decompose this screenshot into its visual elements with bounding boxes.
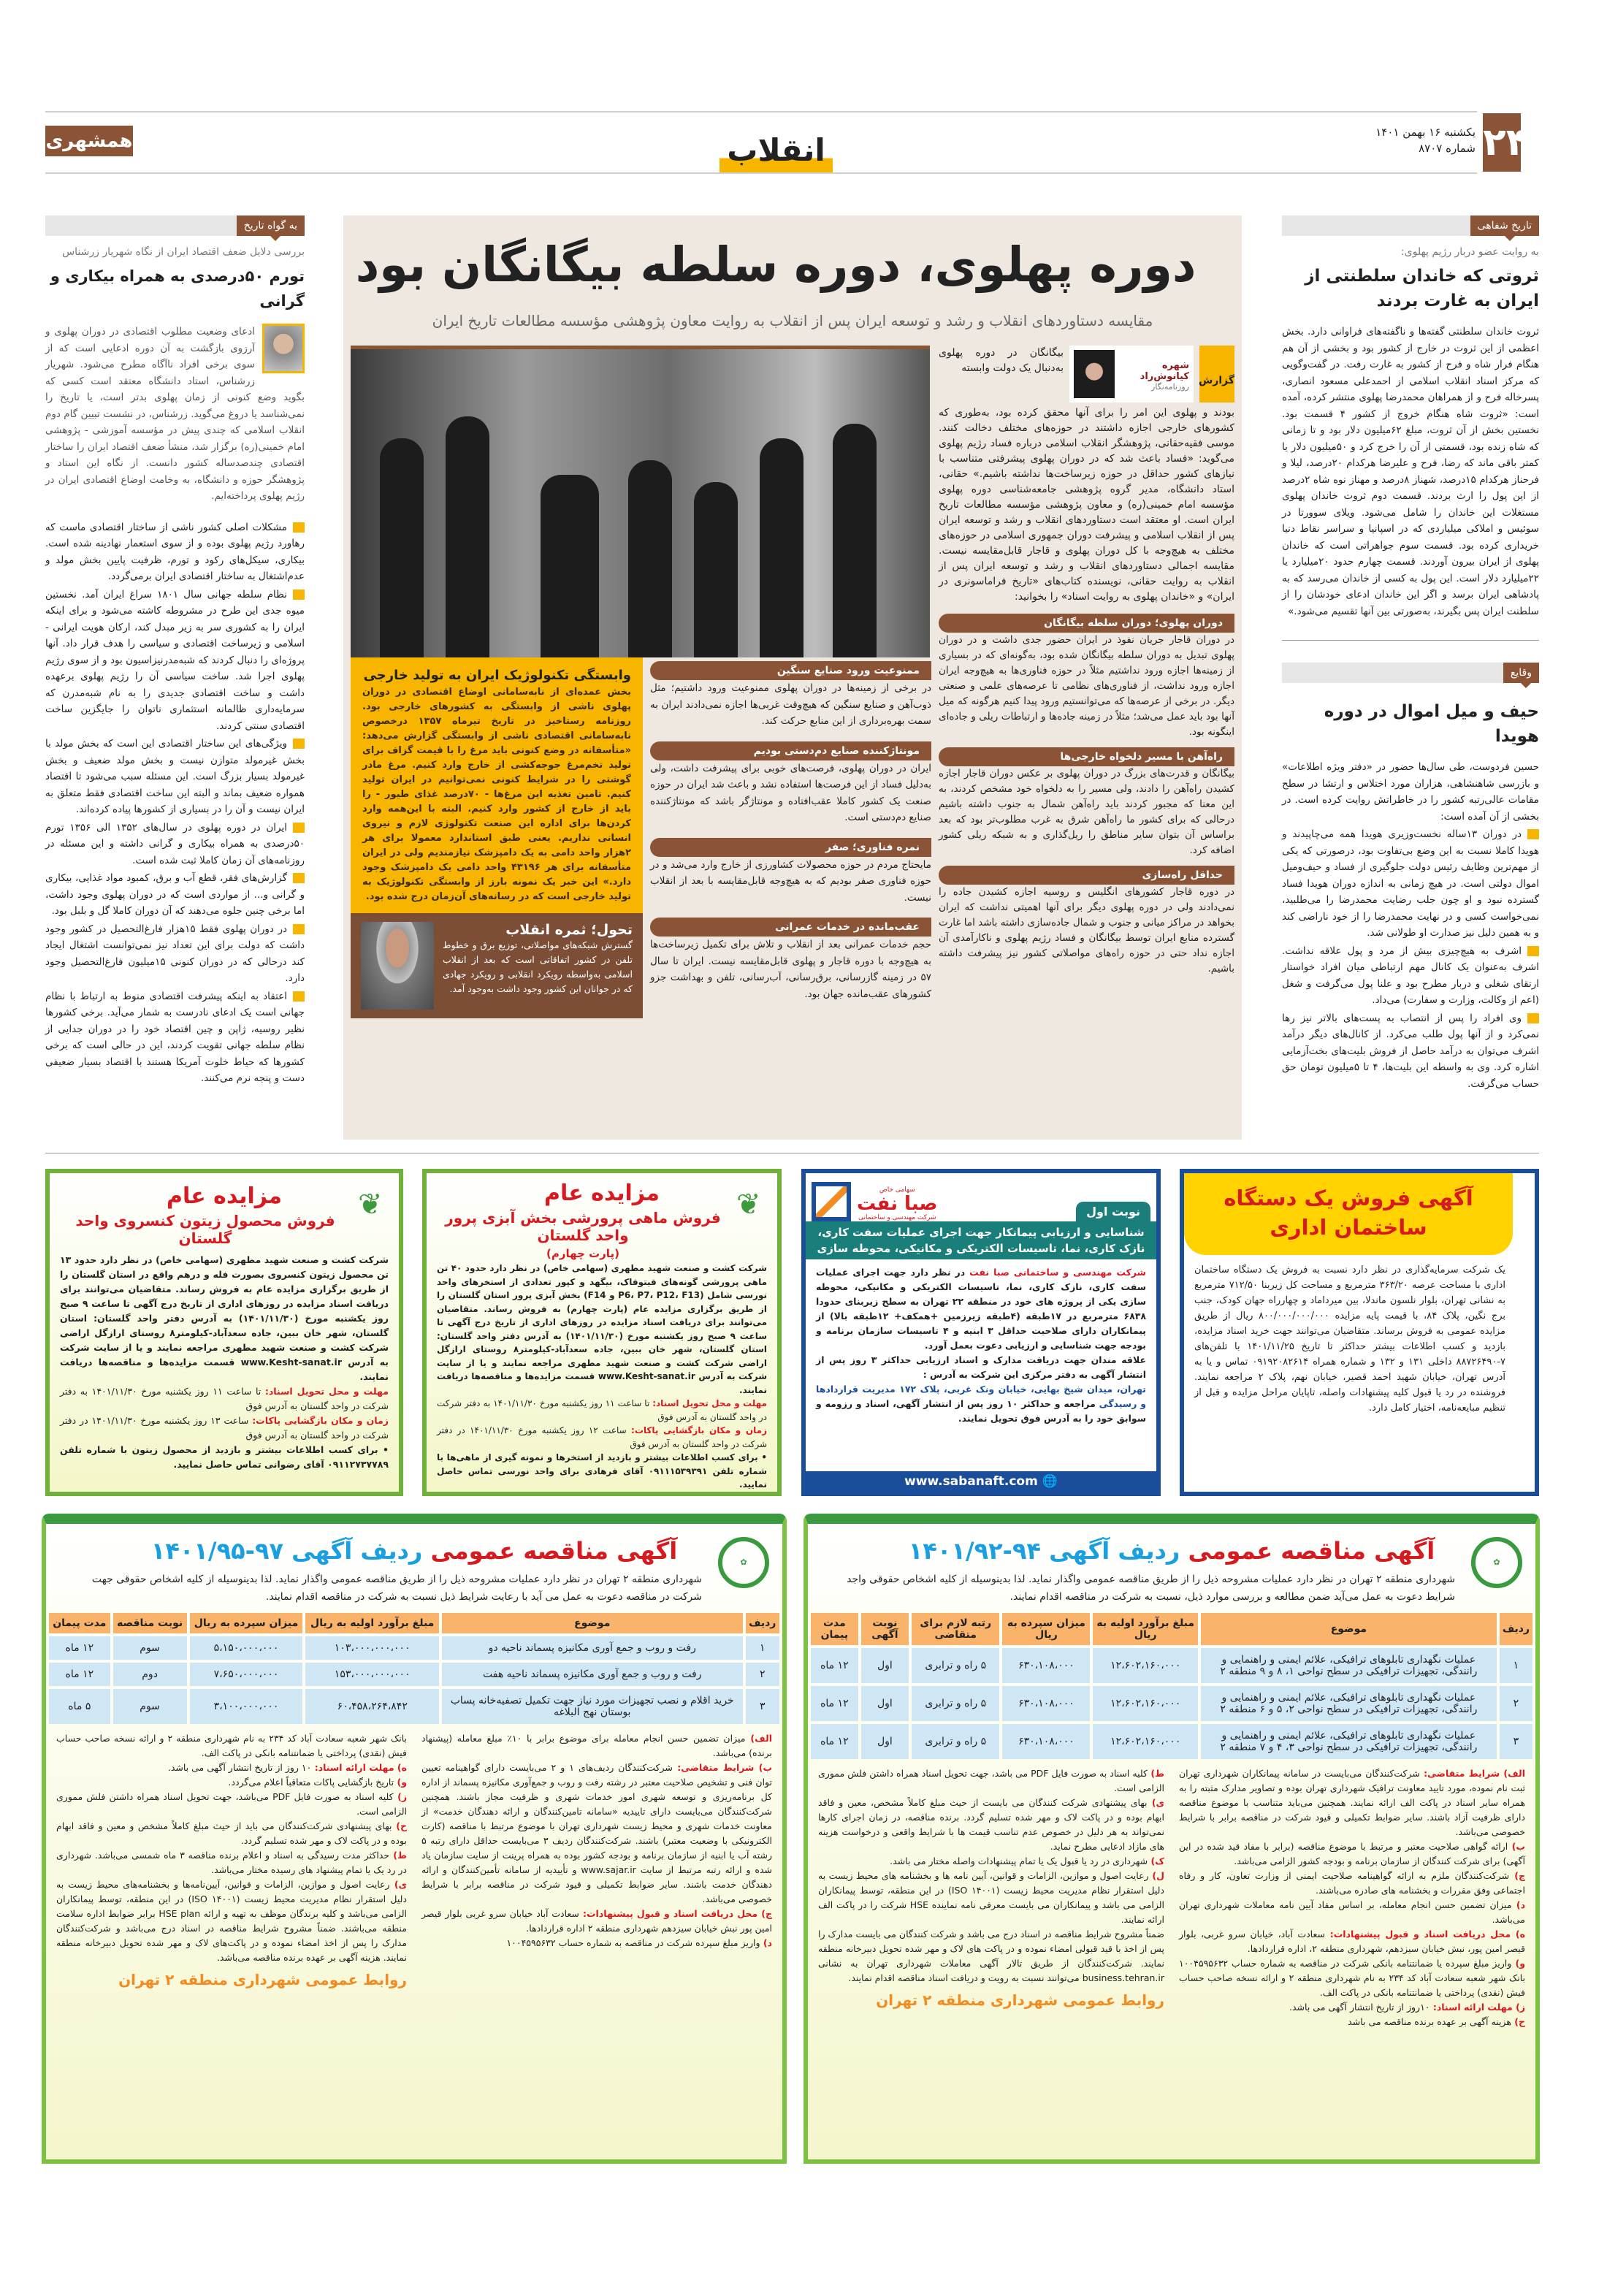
- condition-text: کلیه اسناد به صورت فایل PDF می‌باشد، جهت تحویل اسناد همراه داشتن فلش مموری الزامی است.: [56, 1791, 407, 1817]
- tender-condition: [818, 1796, 1164, 1854]
- table-row: [811, 1648, 1532, 1683]
- right-column: [1282, 216, 1539, 1092]
- bullet-marker-icon: [1527, 946, 1539, 956]
- value: تا ساعت ۱۱ روز یکشنبه مورخ ۱۴۰۱/۱۱/۳۰ به دفتر شرکت در واحد گلستان به آدرس فوق: [60, 1386, 389, 1411]
- bullet-text: ویژگی‌های این ساختار اقتصادی این است که بخش مولد با بخش غیرمولد متوازن نیست و بخش مولد ضعیف و بخش غیرمولد بسیار بزرگ است. این مسئله سبب می‌شود تا اقتصاد همواره ضعیف بماند و البته این ساخت اقتصادی فقط متعلق به ایران نیست و آن را در بسیاری از کشورها پیاده کرده‌اند.: [45, 738, 305, 815]
- condition-text: شرکت‌کنندگان ردیف‌های ۱ و ۲ می‌بایست دارای گواهینامه تعیین توان فنی و تشخیص صلاحیت معتبر در رشته رفت و روب و جمع‌آوری مکانیزه پسماند از اداره کل برنامه‌ریزی و توسعه شهری امور خدمات شهری و ظرفیت مجاز باشند. همچنین شرکت‌کنندگان می‌بایست دارای تاییدیه «سامانه تامین‌کنندگان و ارائه دهندگان خدمت» از معاونت خدمات شهری و محیط زیست شهرداری تهران با موضوع مرتبط با مناقصه (کارت الکترونیکی با وضعیت معتبر) باشند. شرکت‌کنندگان ردیف ۳ می‌بایست حداقل دارای رتبه ۵ رشته آب یا ابنیه از سازمان برنامه و بودجه کشور بوده به همراه پرینت از سایت سازمان یاد شده و ارائه رتبه مرتبط از سایت www.sajar.ir و تأییدیه از سامانه تأمین‌کنندگان و ارائه دهندگان خدمت باشند. سایر ضوابط تکمیلی و قیود شرکت در مناقصه برابر با شرایط خصوصی می‌باشد.: [421, 1762, 773, 1904]
- bullet-text: گزارش‌های فقر، قطع آب و برق، کمبود مواد غذایی، بیکاری و گرانی و... از مواردی است که در دوران پهلوی وجود داشت، اما برخی چنین جلوه می‌دهند که آن دوران کاملا گل و بلبل بود.: [45, 872, 305, 917]
- ad-body: شرکت کشت و صنعت شهید مطهری (سهامی خاص) در نظر دارد حدود ۱۳ تن محصول زیتون کنسروی بصورت فله و درهم واقع در استان گلستان را از طریق برگزاری مزایده عام به فروش رساند. متقاضیان می‌توانند برای دریافت اسناد مزایده در روزهای اداری از تاریخ درج آگهی تا ساعت ۹ صبح روز یکشنبه مورخ (۱۴۰۱/۱۱/۳۰) به آدرس دفتر واحد گلستان: استان گلستان، شهر خان ببین، جاده سعدآباد-کیلومتر۸ روستای ارازگل اراضی شرکت کشت و صنعت شهید مطهری مراجعه نمایند و یا از سایت شرکت به آدرس www.Kesht-sanat.ir قسمت مزایده‌ها و مناقصه‌ها دریافت نمایند.: [60, 1254, 389, 1382]
- condition-label: ب) شرایط متقاضی:: [672, 1762, 773, 1773]
- brand-sub: شرکت مهندسی و ساختمانی: [858, 1214, 936, 1221]
- title-blue: ردیف آگهی ۹۷-۱۴۰۱/۹۵: [150, 1537, 423, 1565]
- ad-text: [806, 1259, 1156, 1432]
- events-bullet: [1282, 1010, 1539, 1093]
- oral-history-body: ثروت خاندان سلطنتی گفته‌ها و ناگفته‌های فراوانی دارد. بخش اعظمی از این ثروت در خارج از کشور بود و بخشی از آن هم هنگام فرار شاه و فرح از کشور به غارت رفت. در گفت‌وگویی که مرکز اسناد انقلاب اسلامی از احمدعلی مسعود انصاری، پسرخاله فرح و از همراهان محمدرضا پهلوی منتشر کرده، آمده است: «ثروت شاه هنگام خروج از کشور ۴ قسمت بود. نخستین بخش از آن ثروت، مبلغ ۶۲میلیون دلار بود و تا زمانی که شاه زنده بود، قسمتی از آن را خرج کرد و ۵۰میلیون دلار یا کمتر باقی ماند که رضا، فرح و علیرضا هرکدام ۲۰درصد، لیلا و فرحناز هرکدام ۱۵درصد، شهناز ۸درصد و مهناز نوه شاه ۲درصد از این پول را ارث بردند. قسمت دوم ثروت خاندان پهلوی مستغلات این خاندان را شامل می‌شود. ویلای سوورتا در سوئیس و املاکی میلیاردی که در اسپانیا و سراسر نقاط دنیا خریداری کرده بود. قسمت سوم جواهراتی است که خاندان پهلوی از ایران بیرون آوردند. قسمت چهارم حدود ۲۰میلیارد یا ۲۲میلیارد دلار است. این پول به کسی از خاندان می‌رسد که به پادشاهی ایران برسد و اگر این خاندان ادعای خودشان را از سلطنت ایران پس بگیرند، به‌صورتی بین آنها تقسیم می‌شود.»: [1282, 326, 1539, 617]
- condition-text: واریز مبلغ سپرده شرکت در مناقصه به شماره حساب ۱۰۰۴۵۹۵۶۳۲: [506, 1937, 760, 1948]
- website-link[interactable]: [806, 1471, 1156, 1492]
- ad-building-sale: [1180, 1169, 1539, 1496]
- table-cell: خرید اقلام و نصب تجهیزات مورد نیاز جهت تکمیل تصفیه‌خانه پساب بوستان نهج البلاغه: [442, 1689, 743, 1724]
- article-section: [650, 661, 931, 730]
- tender-condition: [421, 1761, 772, 1907]
- tender-condition: [421, 1936, 772, 1950]
- tender-condition: [56, 1761, 407, 1775]
- condition-text: هزینه آگهی بر عهده برنده مناقصه می باشد: [1348, 2016, 1511, 2027]
- newspaper-logo: همشهری: [45, 126, 133, 156]
- section-heading: عقب‌مانده در خدمات عمرانی: [650, 918, 931, 937]
- bullet-text: اشرف به هیچ‌چیزی بیش از مرد و پول علاقه نداشت. اشرف به‌عنوان یک کانال مهم ارتباطی میان افراد خواستار ارتقای شغلی و دربار مطرح بود و علنا پول می‌گرفت و شغل (اعم از وکالت، وزارت و سفارت) می‌داد.: [1282, 945, 1539, 1006]
- ad-body: در نظر دارد جهت اجرای عملیات سفت کاری، نازک کاری، نما، تاسیسات الکتریکی و مکانیکی، محوطه سازی یکی از پروژه های خود در منطقه ۲۲ تهران به سطح زیربنای حدودا ۶۸۳۸ مترمربع در ۱۷طبقه (۴طبقه زیرزمین +همکف+ ۱۲طبقه بالا) از پیمانکاران دارای صلاحیت حداقل ۳ ابنیه و ۴ تاسیسات سازمان برنامه و بودجه جهت شناسایی و ارزیابی دعوت بعمل آورد.: [816, 1267, 1147, 1351]
- yellow-sidebar-box: [351, 657, 643, 913]
- tender-condition: [1179, 1927, 1525, 1956]
- condition-label: ی): [389, 1879, 407, 1890]
- left-bullet: [45, 921, 305, 987]
- condition-text: واریز مبلغ سپرده یا ضمانتنامه بانکی شرکت در مناقصه به شماره حساب ۱۰۰۴۵۹۵۶۳۲ بانک شهر شعبه سعادت آباد کد ۲۳۴ به نام شهرداری منطقه ۲ و ارائه نسخه صاحب حساب فیش (نقدی) پرداختی یا ضمانتنامه بانکی در پاکت الف.: [1179, 1958, 1525, 1998]
- table-header-cell: ردیف: [746, 1613, 779, 1633]
- divider: [1282, 640, 1539, 641]
- tender-condition: [1179, 1956, 1525, 2000]
- company-leaf-logo-icon: ❦: [736, 1188, 761, 1221]
- condition-label: ط): [389, 1850, 407, 1861]
- condition-text: رعایت اصول و موازین، الزامات و قوانین، آیین نامه ها و بخشنامه های محیط زیست به دلیل استقرار نظام مدیریت محیط زیست (ISO ۱۴۰۰۱) در این منطقه، توسط پیمانکاران الزامی می باشد و پیمانکاران می بایست معرفی نامه نماینده HSE شرکت را در پاکت الف ارائه نمایند.: [818, 1870, 1165, 1925]
- value: ساعت ۱۳ روز یکشنبه مورخ ۱۴۰۱/۱۱/۳۰ در دفتر شرکت در واحد گلستان به آدرس فوق: [60, 1415, 389, 1441]
- issue-date: یکشنبه ۱۶ بهمن ۱۴۰۱: [1375, 126, 1476, 139]
- website-text: www.sabanaft.com: [904, 1474, 1038, 1489]
- condition-label: ح): [1511, 2016, 1525, 2027]
- condition-text: کلیه اسناد به صورت فایل PDF می باشد، جهت تحویل اسناد همراه داشتن فلش مموری الزامی است.: [818, 1768, 1164, 1793]
- section-title: انقلاب: [719, 131, 833, 172]
- label: مهلت و محل تحویل اسناد:: [652, 1398, 767, 1408]
- table-header-cell: مبلغ برآورد اولیه به ریال: [305, 1613, 438, 1633]
- table-cell: ۱۰۳،۰۰۰،۰۰۰،۰۰۰: [305, 1636, 438, 1660]
- condition-text: بانک شهر شعبه سعادت آباد کد ۲۳۴ به نام شهرداری منطقه ۲ و ارائه نسخه صاحب حساب فیش (نقدی) پرداختی یا ضمانتنامه بانکی در پاکت الف.: [56, 1733, 407, 1758]
- ad-body: یک شرکت سرمایه‌گذاری در نظر دارد نسبت به فروش یک دستگاه ساختمان اداری با مساحت عرصه ۳۶۳/۲۰ مترمربع و مساحت کل زیربنا ۷۱۲/۵۰ مترمربع به نشانی تهران، بلوار نلسون ماندلا، بین میرداماد و چهارراه جهان کودک، جنب برج نگین، پلاک ۸۴، با قیمت پایه مزایده ۸۰۰/۰۰۰/۰۰۰/۰۰۰ ریال از طریق مزایده عمومی به فروش برساند. متقاضیان می‌توانند جهت خرید اسناد مزایده، بازدید و کسب اطلاعات بیشتر حداکثر تا تاریخ ۱۴۰۱/۱۱/۲۵ با تلفن‌های ۷-۸۸۷۲۶۴۹۰ داخلی ۱۳۱ و ۱۳۲ و شماره همراه ۰۹۱۹۲۰۸۲۶۱۴ تماس و یا به آدرس تهران، خیابان شهید احمد قصیر، خیابان نهم، پلاک ۲ مراجعه نمایند. فروشنده در رد یا قبول کلیه پیشنهادات واصله، تاپایان مراحل مزایده و قبل از تنظیم مبایعه‌نامه، اختیار کامل دارد.: [1194, 1265, 1506, 1414]
- middle-column: [650, 654, 931, 1002]
- table-cell: ۵ راه و ترابری: [912, 1686, 999, 1721]
- brown-box-text: گسترش شبکه‌های مواصلاتی، توزیع برق و خطوط تلفن در کشور اتفاقاتی است که بعد از انقلاب اسلامی به‌واسطه رویکرد انقلابی و رویکرد جهادی که در جوانان این کشور وجود داشت به‌وجود آمد.: [443, 939, 633, 994]
- article-section: [939, 747, 1234, 858]
- table-cell: ۵ راه و ترابری: [912, 1648, 999, 1683]
- author-photo: [1074, 350, 1115, 398]
- interviewee-photo: [361, 922, 434, 1010]
- table-header-cell: مدت پیمان: [49, 1613, 110, 1633]
- left-tag: [45, 216, 305, 236]
- bullet-marker-icon: [293, 873, 305, 883]
- events-title: حیف و میل اموال در دوره هویدا: [1324, 702, 1539, 746]
- tender-condition: [1179, 1839, 1525, 1869]
- article-section: [939, 614, 1234, 740]
- table-cell: سوم: [113, 1636, 187, 1660]
- table-cell: ۶۳۰،۱۰۸،۰۰۰: [1002, 1686, 1090, 1721]
- ad-header: [806, 1173, 1156, 1221]
- condition-text: ۱۰ روز از تاریخ انتشار آگهی می باشد.: [167, 1762, 312, 1773]
- tender-condition: [56, 1877, 407, 1965]
- table-cell: اول: [861, 1724, 909, 1759]
- condition-label: ب): [1508, 1841, 1525, 1852]
- left-bullet: [45, 736, 305, 818]
- ad-subtitle: فروش محصول زیتون کنسروی واحد گلستان: [75, 1212, 335, 1247]
- table-cell: ۳،۱۰۰،۰۰۰،۰۰۰: [190, 1689, 303, 1724]
- condition-label: الف): [745, 1733, 772, 1744]
- left-bullet: [45, 519, 305, 585]
- section-text: ایران در دوران پهلوی، فرصت‌های خوبی برای پیشرفت داشت، ولی به‌دلیل فساد از این فرصت‌ها استفاده نشد و باعث شد ایران در حوزه صنعت یک کشور کاملا عقب‌افتاده و مونتاژگر باشد که مونتاژکننده صنایع دم‌دستی است.: [650, 762, 931, 823]
- condition-label: ج) محل دریافت اسناد و قبول پیشنهادات:: [579, 1908, 772, 1919]
- tender-conditions: [46, 1727, 782, 1991]
- table-cell: سوم: [113, 1689, 187, 1724]
- tender-intro: شهرداری منطقه ۲ تهران در نظر دارد عملیات مشروحه ذیل را از طریق مناقصه عمومی واگذار نماید. لذا بدینوسیله از کلیه اشخاص حقوقی جهت شرکت در مناقصه دعوت به عمل می آید با رعایت شرایط ذیل نسبت به شرکت در مناقصه اقدام نمایند.: [91, 1574, 702, 1603]
- author-role: روزنامه‌نگار: [1151, 382, 1189, 392]
- table-cell: ۱۲،۶۰۲،۱۶۰،۰۰۰: [1093, 1648, 1197, 1683]
- condition-text: حداکثر مدت رسیدگی به اسناد و اعلام برنده مناقصه ۳ ماه شمسی می‌باشد. شهرداری در رد یک یا تمام پیشنهاد های رسیده مختار می‌باشد.: [56, 1850, 407, 1875]
- left-bullet: [45, 870, 305, 920]
- yellow-box-title: وابستگی تکنولوژیک ایران به تولید خارجی: [363, 668, 631, 683]
- table-row: [49, 1636, 779, 1660]
- ad-body3: مراجعه و حداکثر ۱۰ روز پس از انتشار آگهی، اسناد و رزومه و سوابق خود را به آدرس فوق تحویل نمایند.: [816, 1398, 1146, 1424]
- condition-label: ل): [1148, 1870, 1164, 1881]
- events-tag: [1282, 663, 1539, 683]
- bullet-marker-icon: [1527, 1013, 1539, 1023]
- brown-box-title: تحول؛ ثمره انقلاب: [505, 922, 633, 938]
- main-headline-box: [355, 236, 1213, 297]
- table-header-cell: مدت پیمان: [811, 1613, 858, 1645]
- ad-text: [50, 1247, 399, 1478]
- main-subheadline: مقایسه دستاوردهای انقلاب و رشد و توسعه ایران پس از انقلاب به روایت معاون پژوهشی مؤسسه مطالعات تاریخ ایران: [432, 312, 1153, 329]
- tender-ad-cleaning: [42, 1514, 787, 2164]
- condition-text: میزان تضمین حسن انجام معامله، بر اساس مفاد آیین نامه معاملات شهرداری تهران می‌باشد.: [1179, 1899, 1525, 1925]
- ad-part: (پارت چهارم): [546, 1247, 619, 1260]
- tender-condition: [1179, 2000, 1525, 2015]
- bullet-text: مشکلات اصلی کشور ناشی از ساختار اقتصادی ماست که رهاورد رژیم پهلوی بوده و از سوی استعمار نهادینه شده است. بیکاری، سیکل‌های رکود و تورم، ظرفیت پایین بخش مولد و عدم‌اشتغال به ساختار اقتصادی ایران برمی‌گردد.: [45, 521, 305, 582]
- ad-title: مزایده عام: [166, 1183, 282, 1209]
- main-headline: دوره پهلوی، دوره سلطه بیگانگان بود: [355, 237, 1196, 293]
- table-cell: ۲: [746, 1663, 779, 1686]
- issue-number: شماره ۸۷۰۷: [1419, 142, 1476, 155]
- tender-condition: [1179, 1869, 1525, 1898]
- tehran-municipality-seal-icon: ✿: [718, 1537, 769, 1588]
- table-cell: ۱۲،۶۰۲،۱۶۰،۰۰۰: [1093, 1686, 1197, 1721]
- condition-label: الف) شرایط متقاضی:: [1419, 1768, 1525, 1779]
- ad-contact: • برای کسب اطلاعات بیشتر و بازدید از محصول زیتون با شماره تلفن ۰۹۱۱۲۷۳۷۷۸۹ آقای رضوانی تماس حاصل نمایید.: [60, 1444, 389, 1470]
- condition-text: شرکت‌کنندگان می‌بایست در سامانه پیمانکاران شهرداری تهران ثبت نام نموده، مورد تایید معاونت ترافیک شهرداری تهران بوده و تصاویر مدارک مثبته را به همراه سایر اسناد در پاکت الف ارائه نمایند. همچنین می‌باید متناسب با موضوع مناقصه دارای ظرفیت آزاد باشند. سایر ضوابط تکمیلی و قیود شرکت در مناقصه برابر با شرایط خصوصی می‌باشد.: [1179, 1768, 1525, 1837]
- article-section: [650, 741, 931, 826]
- section-text: حجم خدمات عمرانی بعد از انقلاب و تلاش برای تکمیل زیرساخت‌ها به هیچ‌وجه با دوره قاجار و پهلوی قابل‌مقایسه نیست. ایران تا سال ۵۷ در زمینه گازرسانی، برق‌رسانی، آب‌رسانی، تلفن و بهداشت جزو کشورهای عقب‌مانده جهان بود.: [650, 939, 931, 1000]
- condition-label: ه) مهلت ارائه اسناد:: [311, 1762, 407, 1773]
- header-bottom-rule: [45, 172, 1477, 174]
- table-cell: ۳: [1500, 1724, 1532, 1759]
- condition-label: ح): [392, 1820, 407, 1831]
- lead-side: بیگانگان در دوره پهلوی به‌دنبال یک دولت وابسته: [939, 347, 1064, 374]
- author-box: [1069, 346, 1194, 403]
- tag-label: وقایع: [1503, 663, 1539, 683]
- value: تا ساعت ۱۱ روز یکشنبه مورخ ۱۴۰۱/۱۱/۳۰ به دفتر شرکت در واحد گلستان به آدرس فوق: [437, 1398, 767, 1422]
- ad-title: آگهی فروش یک دستگاه ساختمان اداری: [1184, 1173, 1513, 1255]
- left-kicker: بررسی دلایل ضعف اقتصاد ایران از نگاه شهریار زرشناس: [62, 246, 305, 258]
- bullet-text: در دوران ۱۳ساله نخست‌وزیری هویدا همه می‌چاپیدند و هویدا کاملا نسبت به این وضع بی‌تفاوت بود، درصورتی که یکی از مهم‌ترین وظایف رئیس دولت جلوگیری از فساد و حیف‌ومیل اموال دولتی است. در هیچ زمانی به اندازه دوران هویدا فساد گسترده نبود و او چون جلب رضایت محمدرضا را می‌طلبید، نمی‌خواست کسی و در نهایت محمدرضا را از خود ناراضی کند و به همین دلیل نیز صدارت او طولانی شد.: [1282, 828, 1539, 939]
- tender-condition: [56, 1819, 407, 1848]
- condition-label: ط): [1147, 1768, 1165, 1779]
- table-cell: ۱۲ ماه: [811, 1686, 858, 1721]
- table-row: [49, 1663, 779, 1686]
- section-heading: مونتاژکننده صنایع دم‌دستی بودیم: [650, 741, 931, 760]
- section-text: در دوران قاجار جریان نفوذ در ایران حضور جدی داشت و در دوران پهلوی تبدیل به دوران سلطه بیگانگان شده بود، به‌گونه‌ای که در بسیاری از زمینه‌ها اجازه ورود نداشتیم مثلاً در حوزه فناوری‌ها به هیچ‌وجه ایران اجازه ورود نداشت، از فناوری‌های نظامی تا عرصه‌های علمی و صنعتی دیگر. در برخی از عرصه‌ها که می‌توانستیم ورود پیدا کنیم هرگونه که میل آنها بود باید عمل می‌شد؛ مثلاً در زمینه جاده‌ها و ارتباطات ریلی و جاده‌ای اینگونه بود.: [939, 634, 1234, 738]
- table-header-cell: موضوع: [442, 1613, 743, 1633]
- ad-subtitle: فروش ماهی پرورشی بخش آبزی پرور واحد گلستان: [445, 1209, 721, 1244]
- table-cell: ۱: [746, 1636, 779, 1660]
- table-cell: رفت و روب و جمع آوری مکانیزه پسماند ناحیه هفت: [442, 1663, 743, 1686]
- condition-label: ج): [1509, 1870, 1525, 1881]
- ad-badge: نوبت اول: [1076, 1202, 1150, 1221]
- author-photo: [262, 324, 305, 373]
- table-row: [811, 1724, 1532, 1759]
- sidebar-stack: [351, 657, 643, 1018]
- table-cell: ۶۳۰،۱۰۸،۰۰۰: [1002, 1724, 1090, 1759]
- table-header-cell: نوبت آگهی: [861, 1613, 909, 1645]
- main-subheadline-box: [373, 312, 1213, 334]
- tender-condition: [56, 1790, 407, 1819]
- bullet-marker-icon: [293, 739, 305, 749]
- table-row: [49, 1689, 779, 1724]
- oral-history-tag: [1282, 216, 1539, 236]
- section-text: مایحتاج مردم در حوزه محصولات کشاورزی از خارج وارد می‌شد و در حوزه فناوری صفر بودیم که به هیچ‌وجه قابل‌مقایسه با بعد از انقلاب نیست.: [650, 858, 931, 904]
- table-cell: ۱۵۳،۰۰۰،۰۰۰،۰۰۰: [305, 1663, 438, 1686]
- tender-condition: [56, 1848, 407, 1877]
- left-title: تورم ۵۰درصدی به همراه بیکاری و گرانی: [50, 267, 305, 310]
- bullet-marker-icon: [293, 522, 305, 533]
- value: ساعت ۱۲ روز یکشنبه مورخ ۱۴۰۱/۱۱/۳۰ در دفتر شرکت در واحد گلستان به آدرس فوق: [437, 1425, 767, 1449]
- ad-olive-auction: [45, 1169, 403, 1496]
- author-name: شهره کیانوش‌راد: [1140, 360, 1189, 382]
- tender-condition: [1179, 2015, 1525, 2029]
- tender-condition: [818, 1869, 1164, 1927]
- condition-text: شهرداری در رد یا قبول یک یا تمام پیشنهادات واصله مختار می باشد.: [890, 1856, 1148, 1866]
- section-text: در دوره قاجار کشورهای انگلیس و روسیه اجازه کشیدن جاده را نمی‌دادند ولی در دوره پهلوی دیگر برای آنها اهمیتی نداشت که ایران بخواهد در مراکز میانی و جنوب و شمال جاده‌سازی داشته باشد اما غارت گسترده منابع ایران توسط بیگانگان و فساد رژیم پهلوی و ناکارآمدی آن اجازه نداد حتی در حوزه راه‌های مواصلاتی کشور نیز پیشرفت داشته باشیم.: [939, 886, 1234, 975]
- ad-contact: • برای کسب اطلاعات بیشتر و بازدید از استخرها و نمونه گیری از ماهی‌ها با شماره تلفن ۰۹۱۱۱۵۳۹۳۹۱ آقای فرهادی برای واحد نورسی تماس حاصل نمایید.: [437, 1452, 767, 1490]
- table-cell: دوم: [113, 1663, 187, 1686]
- globe-icon: 🌐: [1042, 1474, 1058, 1489]
- tender-table: [46, 1610, 782, 1727]
- table-cell: ۵ ماه: [49, 1689, 110, 1724]
- condition-label: ک): [1148, 1856, 1164, 1866]
- oral-history-kicker: به روایت عضو دربار رژیم پهلوی:: [1401, 246, 1539, 258]
- historical-photo: [351, 346, 930, 657]
- bullet-marker-icon: [293, 823, 305, 833]
- page-number: ۲۴: [1483, 113, 1521, 172]
- left-bullet: [45, 820, 305, 869]
- ad-deadline: [60, 1384, 389, 1414]
- label: مهلت و محل تحویل اسناد:: [264, 1386, 389, 1397]
- condition-text: ضمناً مشروح شرایط مناقصه در اسناد درج می باشد و شرکت کنندگان می بایست مدارک را پس از اخذ با قید قبولی امضاء نموده و در پاکت های لاک و مهر شده تحویل دبیرخانه منطقه نمایند. شرکت‌کنندگان از طریق تالار آگهی معاملات شهرداری تهران به نشانی business.tehran.ir می‌توانند نسبت به رویت و دریافت اسناد مناقصه اقدام نمایند.: [818, 1929, 1164, 1983]
- events-intro: حسین فردوست، طی سال‌ها حضور در «دفتر ویژه اطلاعات» و بازرسی شاهنشاهی، هزاران مورد اختلاس و ارتشا در سطح مقامات عالی‌رتبه کشور را در خاطراتش روایت کرده است. در بخشی از آن آمده است:: [1282, 761, 1539, 823]
- condition-text: بهای پیشنهادی شرکت‌کنندگان می باید از حیث مبلغ کاملاً مشخص و معین و فاقد ابهام بوده و در پاکت لاک و مهر شده تسلیم گردد.: [56, 1820, 407, 1846]
- section-heading: ممنوعیت ورود صنایع سنگین: [650, 661, 931, 680]
- tender-condition: [56, 1731, 407, 1761]
- table-cell: ۶۳۰،۱۰۸،۰۰۰: [1002, 1648, 1090, 1683]
- tehran-municipality-seal-icon: ✿: [1471, 1537, 1522, 1588]
- section-text: در برخی از زمینه‌ها در دوران پهلوی ممنوعیت ورود داشتیم؛ مثل ذوب‌آهن و صنایع سنگین که هیچ‌وقت غربی‌ها اجازه نمی‌دادند ایران به سمت بهره‌برداری از این منابع حرکت کند.: [650, 682, 931, 727]
- table-cell: اول: [861, 1648, 909, 1683]
- condition-label: د): [760, 1937, 772, 1948]
- table-header-cell: موضوع: [1201, 1613, 1497, 1645]
- article-section: [650, 918, 931, 1002]
- brand-name: صبا نفت: [857, 1193, 938, 1215]
- title-blue: ردیف آگهی ۹۴-۱۴۰۱/۹۲: [908, 1537, 1180, 1565]
- ad-body: شرکت کشت و صنعت شهید مطهری (سهامی خاص) در نظر دارد حدود ۴۰ تن ماهی پرورشی گونه‌های فیتوفاک، بیگهد و کپور تعدادی از استخرهای واحد نورسی شامل (P6، P7، P12، F13 و F14) بخش آبزی پرور استان گلستان را از طریق برگزاری مزایده عام (پارت چهارم) به فروش رساند. متقاضیان می‌توانند برای دریافت اسناد مزایده در روزهای اداری از تاریخ درج آگهی تا ساعت ۹ صبح روز یکشنبه مورخ (۱۴۰۱/۱۱/۳۰) به آدرس دفتر واحد گلستان: استان گلستان، شهر خان ببین، جاده سعدآباد-کیلومتر۸ روستای ارازگل اراضی شرکت کشت و صنعت شهید مطهری مراجعه نمایند و یا از سایت شرکت به آدرس www.Kesht-sanat.ir قسمت مزایده‌ها و مناقصه‌ها دریافت نمایند.: [437, 1263, 767, 1395]
- table-cell: عملیات نگهداری تابلوهای ترافیکی، علائم ایمنی و راهنمایی و رانندگی، تجهیزات ترافیکی در سطح نواحی ۲، ۵ و ۶ منطقه ۲: [1201, 1686, 1497, 1721]
- condition-label: و): [1511, 1958, 1526, 1969]
- tender-condition: [1179, 1766, 1525, 1839]
- condition-text: ارائه گواهی صلاحیت معتبر و مرتبط با موضوع مناقصه (برابر با مفاد قید شده در این آگهی) برای شرکت کنندگان از سازمان برنامه و بودجه کشور الزامی می‌باشد.: [1179, 1841, 1525, 1866]
- article-body: بودند و پهلوی این امر را برای آنها محقق کرده بود، به‌طوری که کشورهای خارجی اجازه داشتند در حوزه‌های مختلف دخالت کنند. موسی فقیه‌حقانی، پژوهشگر انقلاب اسلامی درباره فساد رژیم پهلوی می‌گوید: «فساد باعث شد که در دوران پهلوی پیشرفتی متناسب با نیازهای کشور حداقل در حوزه زیرساخت‌ها نداشته باشیم.» حقانی، استاد دانشگاه، مدیر گروه پژوهشی جامعه‌شناسی دوره پهلوی مؤسسه امام خمینی(ره) و معاون پژوهشی مؤسسه مطالعات تاریخ ایران است. او معتقد است دستاوردهای انقلاب و رشد و توسعه ایران پس از انقلاب اسلامی و پیشرفت دوران جمهوری اسلامی در حوزه‌های مختلف به هیچ‌وجه با کل دوران پهلوی و قاجار قابل‌مقایسه نیست. مقایسه اجمالی دستاوردهای انقلاب و رشد و توسعه ایران پس از انقلاب به روایت حقانی، نویسنده کتاب‌های «تاریخ فراماسونری در ایران» و «خاندان پهلوی به روایت اسناد» را بخوانید:: [939, 407, 1234, 603]
- table-cell: ۱۲ ماه: [49, 1636, 110, 1660]
- article-section: [650, 838, 931, 907]
- ad-address: تهران، میدان شیخ بهایی، خیابان ونک غربی، پلاک ۱۷۲ مدیریت قراردادها و رسیدگی: [816, 1384, 1146, 1409]
- condition-label: ه) محل دریافت اسناد و قبول پیشنهادات:: [1325, 1929, 1525, 1940]
- table-row: [811, 1686, 1532, 1721]
- company-name: شرکت مهندسی و ساختمانی صبا نفت: [969, 1267, 1146, 1278]
- table-header-cell: نوبت مناقصه: [113, 1613, 187, 1633]
- public-relations-footer: روابط عمومی شهرداری منطقه ۲ تهران: [118, 1971, 407, 1988]
- tender-condition: [818, 1854, 1164, 1869]
- ad-fish-auction: [422, 1169, 782, 1496]
- table-header-cell: رتبه لازم برای متقاضی: [912, 1613, 999, 1645]
- tag-label: تاریخ شفاهی: [1470, 216, 1539, 236]
- main-article: [343, 216, 1242, 1140]
- tender-intro: شهرداری منطقه ۲ تهران در نظر دارد عملیات مشروحه ذیل را از طریق مناقصه عمومی واگذار نماید. لذا بدینوسیله از کلیه اشخاص حقوقی واجد شرایط دعوت به عمل می‌آید ضمن مطالعه و بررسی موارد ذیل، نسبت به شرکت در مناقصه اقدام نمایند.: [847, 1574, 1455, 1603]
- condition-label: و): [394, 1777, 407, 1788]
- bullet-marker-icon: [1527, 829, 1539, 839]
- condition-label: ی): [1147, 1797, 1164, 1808]
- ad-opening: [437, 1424, 767, 1451]
- table-cell: ۳: [746, 1689, 779, 1724]
- tender-condition: [421, 1907, 772, 1936]
- tender-table: [808, 1610, 1535, 1762]
- bullet-marker-icon: [293, 590, 305, 600]
- brand-block: [857, 1186, 938, 1221]
- table-cell: ۵ راه و ترابری: [912, 1724, 999, 1759]
- byline: [939, 346, 1234, 403]
- section-heading: نمره فناوری؛ صفر: [650, 838, 931, 857]
- company-leaf-logo-icon: ❦: [358, 1188, 383, 1221]
- table-header-cell: میزان سپرده به ریال: [1002, 1613, 1090, 1645]
- bullet-text: در دوران پهلوی فقط ۱۵هزار فارغ‌التحصیل در کشور وجود داشت که دولت برای این تعداد نیز نمی‌توانست اشتغال ایجاد کند درحالی که در دوران کنونی ۱۵میلیون فارغ‌التحصیل وجود دارد.: [45, 923, 305, 984]
- table-cell: رفت و روب و جمع آوری مکانیزه پسماند ناحیه دو: [442, 1636, 743, 1660]
- table-cell: عملیات نگهداری تابلوهای ترافیکی، علائم ایمنی و راهنمایی و رانندگی، تجهیزات ترافیکی در سطح نواحی ۱، ۸ و ۹ منطقه ۲: [1201, 1648, 1497, 1683]
- ad-title: مزایده عام: [543, 1181, 660, 1206]
- header-top-rule: [45, 111, 1477, 112]
- ad-text: [427, 1260, 777, 1496]
- title-red: آگهی مناقصه عمومی: [430, 1537, 678, 1565]
- events-bullet: [1282, 943, 1539, 1009]
- tender-title: [46, 1537, 782, 1565]
- report-tag: گزارش: [1199, 346, 1234, 403]
- bullet-marker-icon: [293, 924, 305, 934]
- article-section: [939, 866, 1234, 977]
- table-cell: ۱: [1500, 1648, 1532, 1683]
- condition-text: سعادت آباد، خیابان سرو غربی، بلوار قیصر امین پور، نبش خیابان سیزدهم، شهرداری منطقه ۲، اداره قراردادها.: [1179, 1929, 1525, 1954]
- left-bullet: [45, 988, 305, 1087]
- sabanaft-logo-icon: [812, 1182, 851, 1221]
- bullet-text: نظام سلطه جهانی سال ۱۸۰۱ سراغ ایران آمد. نخستین میوه جدی این طرح در مشروطه کاشته می‌شود و برای اینکه ایران را به کشوری سر به زیر مبدل کند، ارکان هویت ایرانی - اسلامی و زیرساخت اقتصادی و سیاسی را هدف قرار داد. آنها پروژه‌ای را دنبال کردند که شبه‌مدرنیزاسیون بود و از سوی رژیم پهلوی اجرا شد. ساخت سیاسی آن را رژیم پهلوی برعهده داشت و ساخت اقتصادی جدیدی را به نام شبه‌مدرن که سرمایه‌داری ظالمانه استثماری ناتوان را جایگزین ساخت اقتصادی سنتی کردند.: [45, 588, 305, 732]
- bullet-marker-icon: [293, 991, 305, 1002]
- table-header-cell: مبلغ برآورد اولیه به ریال: [1093, 1613, 1197, 1645]
- table-cell: ۱۲ ماه: [811, 1724, 858, 1759]
- tender-ad-traffic: [804, 1514, 1540, 2164]
- brand-top: سهامی خاص: [879, 1186, 915, 1194]
- ad-sabanaft: [801, 1169, 1161, 1496]
- left-intro: ادعای وضعیت مطلوب اقتصادی در دوران پهلوی و آرزوی بازگشت به آن دوره ادعایی است که از سوی برخی افراد ناآگاه مطرح می‌شود. شهریار زرشناس، استاد دانشگاه معتقد است کسی که بگوید وضع کنونی از زمان پهلوی بدتر است، یا تاریخ را نمی‌شناسد یا دروغ می‌گوید. زرشناس، در نشست تبیین گام دوم انقلاب اسلامی که چندی پیش در مؤسسه آموزشی - پژوهشی امام خمینی(ره) برگزار شد، منشأ ضعف اقتصاد ایران را ساختار اقتصادی چندصدساله کشور دانست. از نگاه این استاد و پژوهشگر حوزه و دانشگاه، به وخامت اوضاع اقتصادی ایران در رژیم پهلوی پرداخته‌ایم.: [45, 326, 305, 502]
- yellow-box-text: بخش عمده‌ای از نابه‌سامانی اوضاع اقتصادی در دوران پهلوی ناشی از وابستگی به کشورهای خارجی بود. روزنامه رستاخیز در تاریخ تیرماه ۱۳۵۷ درخصوص نابه‌سامانی اقتصادی ناشی از وابستگی گزارش می‌دهد: «متأسفانه در وضع کنونی باید مرغ را با قیمت گزاف برای تولید تخم‌مرغ جوجه‌کشی از خارج وارد کنیم. مرغ مادر گوشتی را در شرایط کنونی نمی‌توانیم در ایران تولید کنیم. تامین تغذیه این مرغ‌ها - ۷۰درصد غذای طیور - را باید از خارج از کشور وارد کنیم. البته با این‌همه وارد کردن‌ها برای اداره این صنعت تکنولوژی لازم و نیروی انسانی نداریم. یعنی طبق استاندارد معمولا برای هر ۲هزار واحد دامی به یک دامپزشک نیازمندیم ولی در ایران متأسفانه برای هر ۴۳۱۹۶ واحد دامی یک دامپزشک وجود دارد.» این خبر یک نمونه بارز از وابستگی تکنولوژیک به تولید خارجی است که در رسانه‌های آن‌زمان درج شده بود.: [362, 687, 632, 902]
- tender-condition: [56, 1775, 407, 1790]
- public-relations-footer: روابط عمومی شهرداری منطقه ۲ تهران: [876, 1991, 1164, 2009]
- table-cell: عملیات نگهداری تابلوهای ترافیکی، علائم ایمنی و راهنمایی و رانندگی، تجهیزات ترافیکی در سطح نواحی ۳، ۴ و ۷ منطقه ۲: [1201, 1724, 1497, 1759]
- condition-label: ز) مهلت ارائه اسناد:: [1429, 2002, 1525, 2013]
- tender-condition: [818, 1927, 1164, 1986]
- ad-opening: [60, 1414, 389, 1443]
- bullet-text: وی افراد را پس از انتصاب به پست‌های بالاتر نیز رها نمی‌کرد و از آنها پول طلب می‌کرد. از کانال‌های دیگر درآمد اشرف می‌توان به درآمد حاصل از فروش بلیت‌های بخت‌آزمایی اشاره کرد. وی به واسطه این بلیت‌ها، ۴ تا ۵میلیون تومان حق حساب می‌گرفت.: [1282, 1012, 1540, 1090]
- condition-label: د): [1511, 1899, 1525, 1910]
- section-heading: راه‌آهن با مسیر دلخواه خارجی‌ها: [939, 747, 1234, 766]
- section-text: بیگانگان و قدرت‌های بزرگ در دوران پهلوی بر عکس دوران قاجار اجازه کشیدن راه‌آهن را دادند، ولی مسیر را به دلخواه خود مشخص کردند، به این معنا که مجبور کردند باید راه‌آهن شمال به جنوب داشته باشیم درحالی که برای کشور ما راه‌آهن شرق به غرب مطلوب‌تر بود که بعد براساس آن بتوان سایر مناطق را ریل‌گذاری و به شبکه ریلی کشور اضافه کرد.: [939, 768, 1234, 856]
- bullet-text: اعتقاد به اینکه پیشرفت اقتصادی منوط به ارتباط با نظام جهانی است یک ادعای نادرست به شمار می‌آید. برخی کشورها نظیر روسیه، ژاپن و چین اقتصاد خود را در دوران جدایی از نظام سلطه جهانی تقویت کردند، این در حالی است که برخی کشورها که حیاط خلوت آمریکا هستند با اقتصاد بسیار ضعیفی دست و پنجه نرم می‌کنند.: [45, 990, 305, 1084]
- table-cell: ۶۰،۴۵۸،۲۶۴،۸۴۲: [305, 1689, 438, 1724]
- oral-history-title: ثروتی که خاندان سلطنتی از ایران به غارت بردند: [1305, 267, 1539, 310]
- tender-conditions: [808, 1762, 1535, 2034]
- table-cell: ۲: [1500, 1686, 1532, 1721]
- article-text-column: [939, 346, 1234, 977]
- issue-info: [1373, 124, 1476, 156]
- ad-deadline: [437, 1397, 767, 1424]
- table-header-cell: میزان سپرده به ریال: [190, 1613, 303, 1633]
- table-cell: ۱۲ ماه: [811, 1648, 858, 1683]
- tender-condition: [1179, 1898, 1525, 1927]
- label: زمان و مکان بازگشایی پاکات:: [252, 1415, 389, 1426]
- table-cell: ۱۲،۶۰۲،۱۶۰،۰۰۰: [1093, 1724, 1197, 1759]
- tender-title: [808, 1537, 1535, 1565]
- condition-text: شرکت‌کنندگان ملزم به ارائه گواهینامه صلاحیت ایمنی از وزارت تعاون، کار و رفاه اجتماعی وفق مقررات و بخشنامه های صادره می‌باشند.: [1179, 1870, 1525, 1896]
- condition-text: تاریخ بازگشایی پاکات متعاقباً اعلام می‌گردد.: [228, 1777, 394, 1788]
- title-red: آگهی مناقصه عمومی: [1188, 1537, 1435, 1565]
- tag-label: به گواه تاریخ: [237, 216, 305, 236]
- condition-text: رعایت اصول و موازین، الزامات و قوانین، آیین‌نامه‌ها و بخشنامه‌های محیط زیست به دلیل استقرار نظام مدیریت محیط زیست (ISO ۱۴۰۰۱) در این منطقه، توسط پیمانکاران الزامی می‌باشد و کلیه برندگان موظف به تهیه و ارائه HSE plan برابر ضوابط اداره سلامت منطقه می‌باشند. ضمناً مشروح شرایط مناقصه در اسناد درج می‌باشد و شرکت‌کنندگان مدارک را پس از اخذ امضاء نموده و در پاکت‌های لاک و مهر شده تحویل دبیرخانه منطقه نمایند. هزینه آگهی بر عهده برنده مناقصه می‌باشد.: [56, 1879, 407, 1963]
- ad-title: شناسایی و ارزیابی پیمانکار جهت اجرای عملیات سفت کاری، نازک کاری، نما، تاسیسات الکتریکی و مکانیکی، محوطه سازی: [806, 1221, 1156, 1259]
- tender-condition: [421, 1731, 772, 1761]
- label: زمان و مکان بازگشایی پاکات:: [631, 1425, 768, 1435]
- left-column: [45, 216, 305, 1087]
- condition-text: سعادت آباد خیابان سرو غربی بلوار قیصر امین پور نبش خیابان سیزدهم شهرداری منطقه ۲ اداره قراردادها.: [421, 1908, 772, 1934]
- condition-text: میزان تضمین حسن انجام معامله برای موضوع برابر با ۱۰٪ مبلغ معامله (پیشنهاد برنده) می‌باشد.: [421, 1733, 772, 1758]
- section-heading: دوران پهلوی؛ دوران سلطه بیگانگان: [939, 614, 1234, 633]
- brown-quote-box: [351, 913, 643, 1018]
- tender-condition: [818, 1766, 1164, 1796]
- section-heading: حداقل راه‌سازی: [939, 866, 1234, 885]
- left-bullet: [45, 587, 305, 735]
- table-cell: ۵،۱۵۰،۰۰۰،۰۰۰: [190, 1636, 303, 1660]
- condition-text: ۱۰روز از تاریخ انتشار آگهی می باشد.: [1289, 2002, 1430, 2013]
- table-cell: ۱۲ ماه: [49, 1663, 110, 1686]
- table-cell: ۷،۶۵۰،۰۰۰،۰۰۰: [190, 1663, 303, 1686]
- ad-body2: علاقه مندان جهت دریافت مدارک و اسناد ارزیابی حداکثر ۳ روز پس از انتشار آگهی به دفتر مرکزی این شرکت به آدرس :: [816, 1354, 1147, 1380]
- table-cell: اول: [861, 1686, 909, 1721]
- bullet-text: ایران در دوره پهلوی در سال‌های ۱۳۵۲ الی ۱۳۵۶ تورم ۵۰درصدی به همراه بیکاری و گرانی داشته و این مسئله در روزنامه‌های آن زمان کاملا ثبت شده است.: [45, 821, 305, 866]
- condition-label: ز): [393, 1791, 408, 1802]
- events-bullet: [1282, 826, 1539, 942]
- condition-text: بهای پیشنهادی شرکت کنندگان می بایست از حیث مبلغ کاملاً مشخص، معین و فاقد ابهام بوده و در پاکت لاک و مهر شده تسلیم گردد. برنده مناقصه، در زمان اجرای کارها نمی‌تواند به هر دلیل در خصوص عدم تناسب قیمت ها با شرایط واقعی و درخواست هزینه های مازاد ادعایی مطرح نماید.: [818, 1797, 1164, 1852]
- table-header-cell: ردیف: [1500, 1613, 1532, 1645]
